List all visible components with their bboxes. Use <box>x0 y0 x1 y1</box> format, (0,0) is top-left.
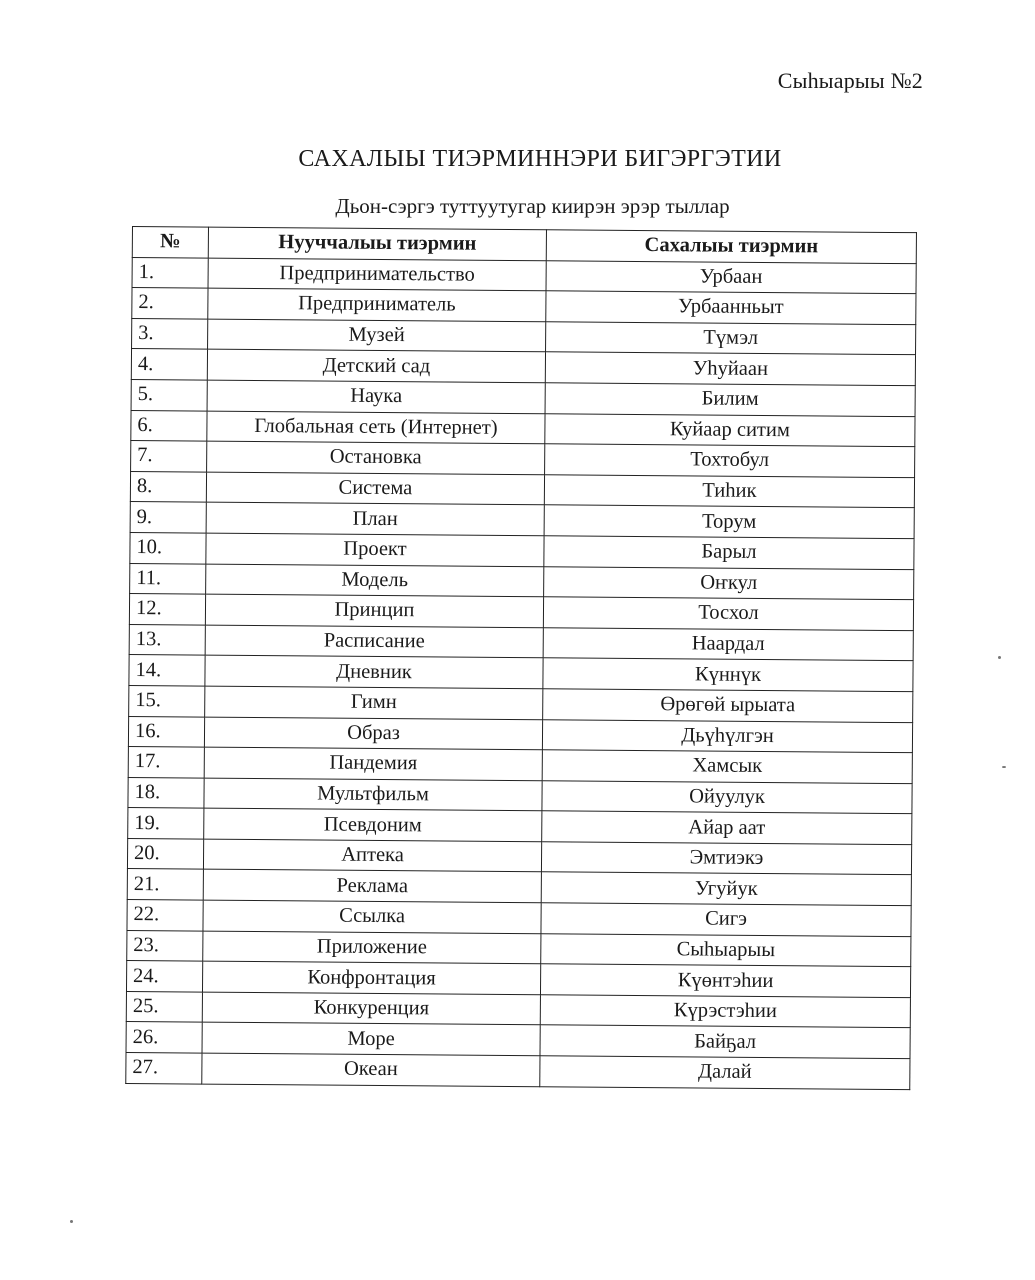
row-number: 20. <box>127 838 203 869</box>
russian-term: Модель <box>206 564 544 597</box>
sakha-term: Күннүк <box>543 658 913 691</box>
sakha-term: Сыһыарыы <box>541 933 911 966</box>
row-number: 19. <box>128 808 204 839</box>
column-header-number: № <box>132 227 208 258</box>
terms-table-wrapper <box>125 226 916 1090</box>
sakha-term: Тиһик <box>544 474 914 507</box>
sakha-term: Билим <box>545 383 915 416</box>
row-number: 6. <box>131 410 207 441</box>
row-number: 7. <box>131 441 207 472</box>
row-number: 15. <box>129 685 205 716</box>
russian-term: Море <box>202 1023 540 1056</box>
sakha-term: Сигэ <box>541 903 911 936</box>
row-number: 9. <box>130 502 206 533</box>
column-header-sakha-term: Сахалыы тиэрмин <box>546 230 916 263</box>
row-number: 3. <box>132 318 208 349</box>
row-number: 5. <box>131 379 207 410</box>
sakha-term: Түмэл <box>546 322 916 355</box>
row-number: 21. <box>127 869 203 900</box>
row-number: 26. <box>126 1022 202 1053</box>
row-number: 4. <box>131 349 207 380</box>
sakha-term: Хамсык <box>542 750 912 783</box>
row-number: 10. <box>130 532 206 563</box>
sakha-term: Дьүһүлгэн <box>542 719 912 752</box>
russian-term: Проект <box>206 533 544 566</box>
russian-term: Гимн <box>205 686 543 719</box>
row-number: 17. <box>128 747 204 778</box>
row-number: 18. <box>128 777 204 808</box>
sakha-term: Угуйук <box>541 872 911 905</box>
scan-speck <box>1002 766 1006 768</box>
sakha-term: Тосхол <box>543 597 913 630</box>
sakha-term: Уһуйаан <box>545 352 915 385</box>
row-number: 27. <box>126 1053 202 1084</box>
sakha-term: Байҕал <box>540 1025 910 1058</box>
russian-term: Предпринимательство <box>208 258 546 291</box>
row-number: 11. <box>130 563 206 594</box>
row-number: 12. <box>129 594 205 625</box>
russian-term: Океан <box>202 1053 540 1086</box>
sakha-term: Эмтиэкэ <box>541 842 911 875</box>
russian-term: Дневник <box>205 655 543 688</box>
sakha-term: Урбаанньыт <box>546 291 916 324</box>
row-number: 8. <box>130 471 206 502</box>
appendix-label: Сыһыарыы №2 <box>777 68 923 93</box>
russian-term: Конфронтация <box>202 961 540 994</box>
table-row <box>126 1053 910 1090</box>
sakha-term: Күөнтэһии <box>540 964 910 997</box>
terms-table-body <box>126 257 916 1089</box>
russian-term: Конкуренция <box>202 992 540 1025</box>
russian-term: Детский сад <box>207 349 545 382</box>
russian-term: Музей <box>208 319 546 352</box>
sakha-term: Күрэстэһии <box>540 995 910 1028</box>
row-number: 23. <box>127 930 203 961</box>
russian-term: План <box>206 502 544 535</box>
russian-term: Пандемия <box>204 747 542 780</box>
russian-term: Наука <box>207 380 545 413</box>
russian-term: Псевдоним <box>204 808 542 841</box>
row-number: 14. <box>129 655 205 686</box>
sakha-term: Торум <box>544 505 914 538</box>
scan-speck <box>998 656 1001 659</box>
row-number: 13. <box>129 624 205 655</box>
row-number: 2. <box>132 288 208 319</box>
russian-term: Мультфильм <box>204 778 542 811</box>
russian-term: Принцип <box>205 594 543 627</box>
column-header-russian-term: Нууччалыы тиэрмин <box>208 227 546 260</box>
sakha-term: Урбаан <box>546 260 916 293</box>
russian-term: Глобальная сеть (Интернет) <box>207 411 545 444</box>
russian-term: Остановка <box>207 441 545 474</box>
sakha-term: Наардал <box>543 627 913 660</box>
sakha-term: Айар аат <box>542 811 912 844</box>
russian-term: Реклама <box>203 870 541 903</box>
row-number: 1. <box>132 257 208 288</box>
russian-term: Аптека <box>203 839 541 872</box>
row-number: 24. <box>126 961 202 992</box>
row-number: 22. <box>127 900 203 931</box>
sakha-term: Оҥкул <box>544 566 914 599</box>
russian-term: Система <box>206 472 544 505</box>
scan-speck <box>70 1220 73 1223</box>
document-title: САХАЛЫЫ ТИЭРМИННЭРИ БИГЭРГЭТИИ <box>298 146 782 172</box>
sakha-term: Куйаар ситим <box>545 413 915 446</box>
russian-term: Приложение <box>203 931 541 964</box>
sakha-term: Ойуулук <box>542 780 912 813</box>
russian-term: Образ <box>204 717 542 750</box>
row-number: 25. <box>126 991 202 1022</box>
sakha-term: Барыл <box>544 536 914 569</box>
document-subtitle: Дьон-сэргэ туттуутугар киирэн эрэр тыллар <box>335 194 730 218</box>
row-number: 16. <box>128 716 204 747</box>
russian-term: Предприниматель <box>208 288 546 321</box>
sakha-term: Өрөгөй ырыата <box>543 689 913 722</box>
sakha-term: Далай <box>540 1056 910 1089</box>
russian-term: Ссылка <box>203 900 541 933</box>
terms-table <box>125 226 917 1090</box>
russian-term: Расписание <box>205 625 543 658</box>
sakha-term: Тохтобул <box>545 444 915 477</box>
